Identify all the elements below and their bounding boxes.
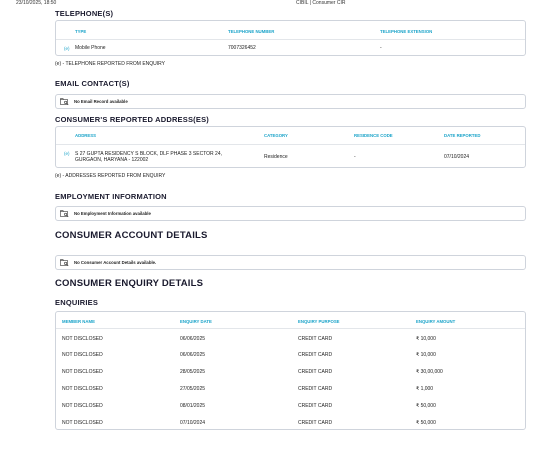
col-enquiry-date: ENQUIRY DATE	[180, 319, 212, 324]
enquiry-amount: ₹ 50,000	[416, 403, 436, 409]
enquiry-heading: CONSUMER ENQUIRY DETAILS	[55, 278, 204, 289]
address-line-1: S 27 GUPTA RESIDENCY S BLOCK, DLF PHASE 3 SECTOR 24,	[75, 151, 222, 157]
print-datetime: 23/10/2025, 18:50	[16, 0, 57, 6]
enquiry-amount: ₹ 10,000	[416, 352, 436, 358]
enquiry-tag: (e)	[64, 46, 70, 51]
enquiry-purpose: CREDIT CARD	[298, 420, 333, 426]
telephones-note: (e) - TELEPHONE REPORTED FROM ENQUIRY	[55, 61, 166, 67]
enquiry-tag: (e)	[64, 151, 70, 156]
accounts-empty-message: No Consumer Account Details available.	[74, 260, 157, 265]
member-name: NOT DISCLOSED	[62, 386, 103, 392]
employment-heading: EMPLOYMENT INFORMATION	[55, 192, 167, 201]
enquiry-amount: ₹ 10,000	[416, 336, 436, 342]
enquiry-amount: ₹ 30,00,000	[416, 369, 443, 375]
col-date-reported: DATE REPORTED	[444, 133, 481, 138]
enquiry-date: 06/06/2025	[180, 352, 206, 358]
enquiry-date: 07/10/2024	[180, 420, 206, 426]
enquiry-date: 06/06/2025	[180, 336, 206, 342]
phone-type: Mobile Phone	[75, 45, 106, 51]
enquiry-amount: ₹ 50,000	[416, 420, 436, 426]
row-divider	[56, 144, 525, 145]
addresses-table	[55, 126, 526, 168]
header-divider	[56, 328, 525, 329]
member-name: NOT DISCLOSED	[62, 369, 103, 375]
enquiry-purpose: CREDIT CARD	[298, 386, 333, 392]
enquiry-purpose: CREDIT CARD	[298, 369, 333, 375]
phone-extension: -	[380, 45, 382, 51]
enquiry-purpose: CREDIT CARD	[298, 352, 333, 358]
enquiry-date: 08/01/2025	[180, 403, 206, 409]
col-enquiry-purpose: ENQUIRY PURPOSE	[298, 319, 340, 324]
telephones-table	[55, 20, 526, 56]
addresses-heading: CONSUMER'S REPORTED ADDRESS(ES)	[55, 115, 209, 124]
col-member-name: MEMBER NAME	[62, 319, 95, 324]
phone-number: 7007326452	[228, 45, 256, 51]
enquiries-subheading: ENQUIRIES	[55, 298, 99, 307]
address-category: Residence	[264, 154, 288, 160]
employment-empty-message: No Employment Information available	[74, 211, 151, 216]
address-residence-code: -	[354, 154, 356, 160]
address-line-2: GURGAON, HARYANA - 122002	[75, 157, 149, 163]
email-empty-message: No Email Record available	[74, 99, 128, 104]
member-name: NOT DISCLOSED	[62, 336, 103, 342]
folder-search-icon	[60, 210, 69, 217]
enquiry-purpose: CREDIT CARD	[298, 336, 333, 342]
col-type: TYPE	[75, 29, 87, 34]
email-heading: EMAIL CONTACT(S)	[55, 79, 130, 88]
address-date-reported: 07/10/2024	[444, 154, 470, 160]
addresses-note: (e) - ADDRESSES REPORTED FROM ENQUIRY	[55, 173, 166, 179]
enquiry-purpose: CREDIT CARD	[298, 403, 333, 409]
folder-search-icon	[60, 259, 69, 266]
accounts-heading: CONSUMER ACCOUNT DETAILS	[55, 230, 208, 241]
col-telephone-number: TELEPHONE NUMBER	[228, 29, 275, 34]
member-name: NOT DISCLOSED	[62, 403, 103, 409]
col-residence-code: RESIDENCE CODE	[354, 133, 393, 138]
col-category: CATEGORY	[264, 133, 288, 138]
enquiries-table	[55, 311, 526, 430]
col-telephone-extension: TELEPHONE EXTENSION	[380, 29, 433, 34]
folder-search-icon	[60, 98, 69, 105]
telephones-heading: TELEPHONE(S)	[55, 9, 114, 18]
row-divider	[56, 39, 525, 40]
member-name: NOT DISCLOSED	[62, 420, 103, 426]
member-name: NOT DISCLOSED	[62, 352, 103, 358]
enquiry-date: 28/05/2025	[180, 369, 206, 375]
col-enquiry-amount: ENQUIRY AMOUNT	[416, 319, 456, 324]
document-title: CIBIL | Consumer CIR	[296, 0, 346, 6]
enquiry-date: 27/05/2025	[180, 386, 206, 392]
col-address: ADDRESS	[75, 133, 97, 138]
enquiry-amount: ₹ 1,000	[416, 386, 434, 392]
